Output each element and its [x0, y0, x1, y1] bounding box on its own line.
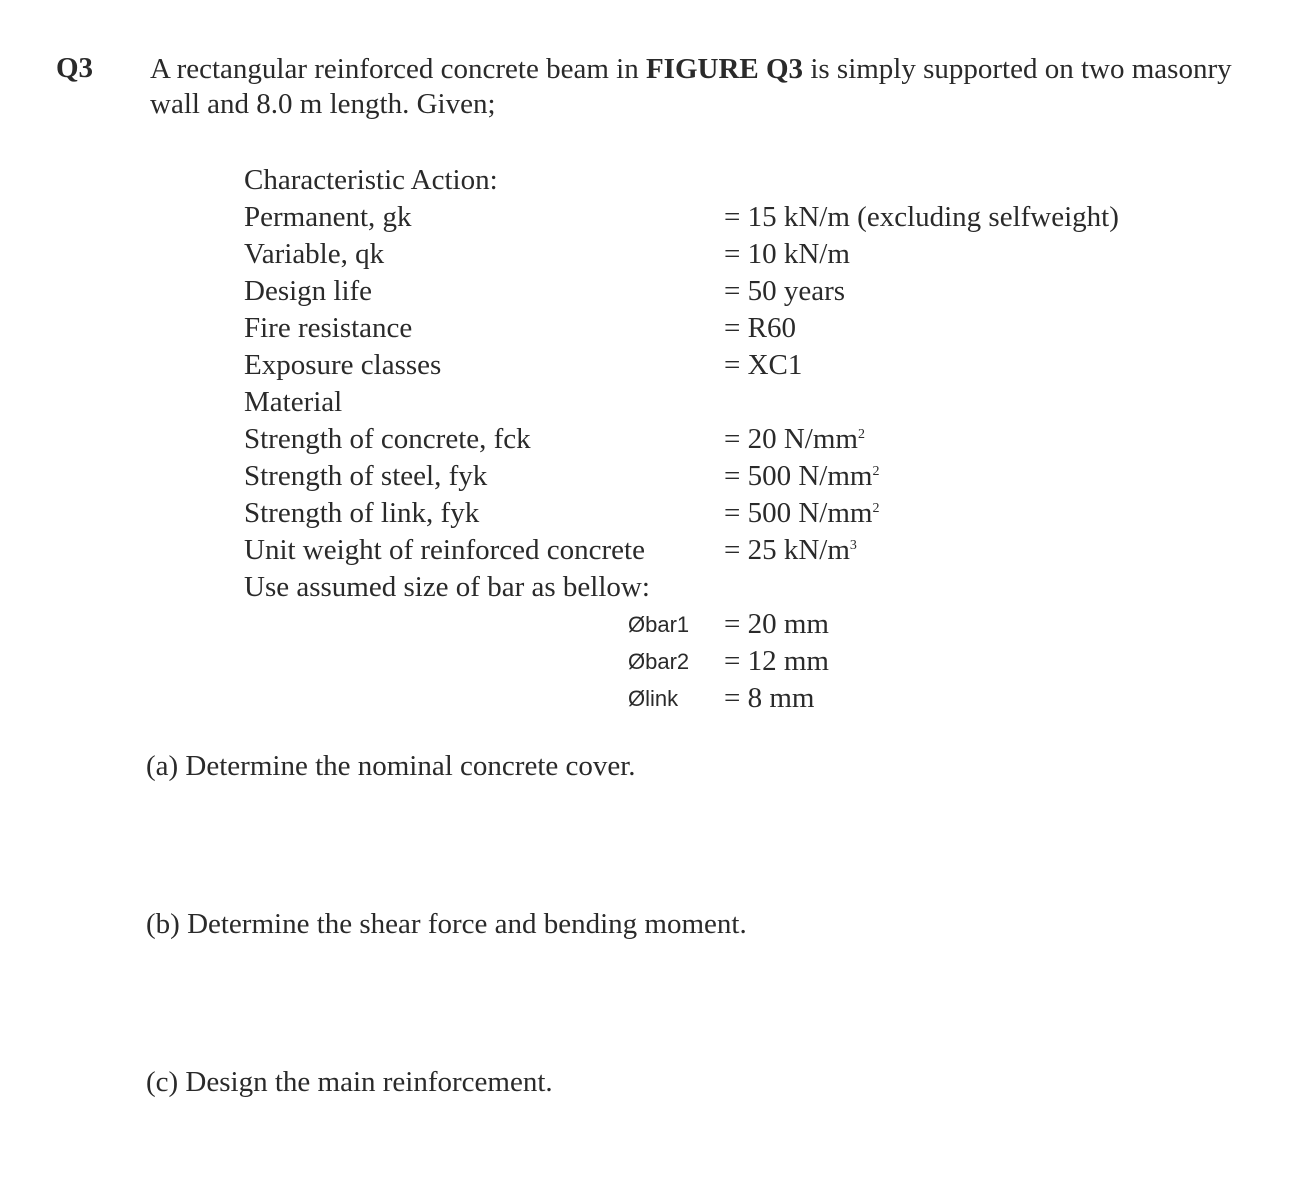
row-value [724, 495, 879, 532]
value-exponent: 2 [872, 501, 880, 516]
part-c: (c) Design the main reinforcement. [146, 1066, 553, 1098]
bar-value: = 8 mm [724, 682, 815, 714]
part-a: (a) Determine the nominal concrete cover. [146, 750, 636, 782]
given-data-block [244, 162, 1194, 722]
heading-label: Characteristic Action: [244, 164, 498, 196]
value-exponent: 3 [849, 538, 857, 553]
row-label: Permanent, gk [244, 201, 412, 233]
row-label: Unit weight of reinforced concrete [244, 534, 645, 566]
row-value [724, 532, 857, 569]
value-text: = 500 N/mm [724, 460, 873, 492]
question-intro [150, 52, 1250, 122]
bar-value: = 12 mm [724, 645, 829, 677]
row-label: Variable, qk [244, 238, 385, 270]
row-label: Exposure classes [244, 349, 442, 381]
value-text: = 20 N/mm [724, 423, 858, 455]
row-value: = XC1 [724, 349, 803, 381]
row-label: Strength of steel, fyk [244, 460, 488, 492]
row-value [724, 421, 865, 458]
intro-text-2: is simply supported on two masonry wall and 8.0 m length. Given; [150, 53, 1232, 120]
figure-reference: FIGURE Q3 [645, 53, 804, 85]
row-value [724, 458, 879, 495]
bar-symbol: Øbar1 [628, 612, 690, 637]
row-label: Strength of link, fyk [244, 497, 480, 529]
bar-row-link [244, 680, 1194, 717]
bar-symbol: Øbar2 [628, 649, 690, 674]
heading-label: Material [244, 386, 343, 418]
part-b: (b) Determine the shear force and bending moment. [146, 908, 747, 940]
row-value: = 10 kN/m [724, 238, 850, 270]
row-label: Strength of concrete, fck [244, 423, 531, 455]
row-label: Design life [244, 275, 373, 307]
bar-value: = 20 mm [724, 608, 829, 640]
row-label: Fire resistance [244, 312, 413, 344]
bar-row-bar1 [244, 606, 1194, 643]
intro-text-1: A rectangular reinforced concrete beam in [150, 53, 646, 85]
row-value: = 15 kN/m (excluding selfweight) [724, 201, 1119, 233]
row-value: = 50 years [724, 275, 846, 307]
value-exponent: 2 [872, 464, 880, 479]
value-exponent: 2 [857, 427, 865, 442]
bar-row-bar2 [244, 643, 1194, 680]
bar-symbol: Ølink [628, 686, 679, 711]
row-value: = R60 [724, 312, 796, 344]
value-text: = 25 kN/m [724, 534, 850, 566]
question-number: Q3 [56, 52, 94, 84]
heading-label: Use assumed size of bar as bellow: [244, 571, 650, 603]
value-text: = 500 N/mm [724, 497, 873, 529]
